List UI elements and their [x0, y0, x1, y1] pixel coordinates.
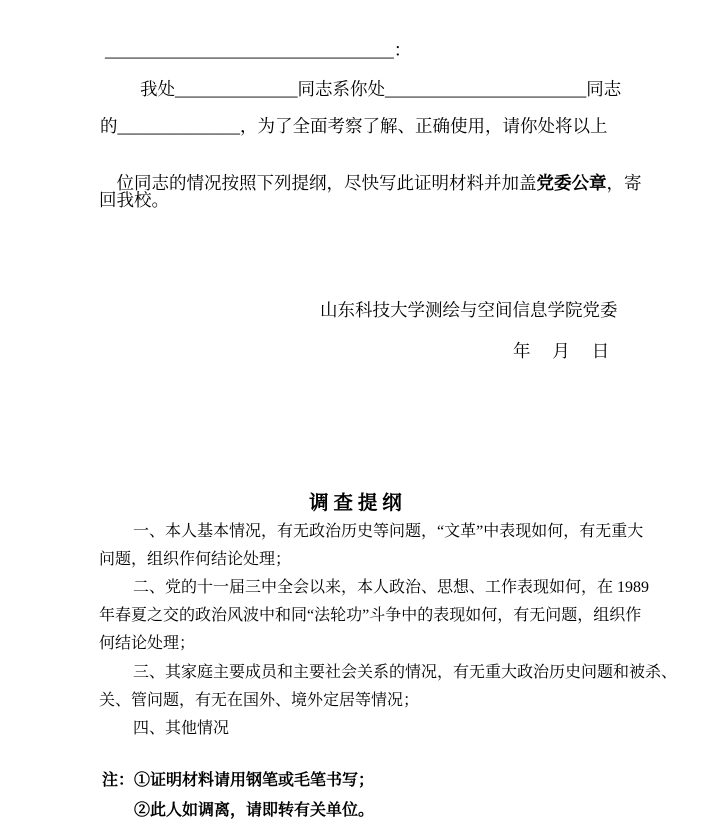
letter-body-line-3: [99, 153, 642, 213]
outline-line-2: 问题，组织作何结论处理；: [99, 551, 292, 568]
letter-body-line-4: 回我校。: [99, 190, 169, 210]
letter-body-line-1: 我处______________同志系你处_______________________同志: [140, 79, 622, 99]
outline-line-6: 三、其家庭主要成员和主要社会关系的情况，有无重大政治历史问题和被杀、: [133, 664, 678, 681]
outline-line-7: 关、管问题，有无在国外、境外定居等情况；: [99, 692, 420, 709]
salutation-line: _________________________________：: [105, 40, 412, 60]
notes-line-1: 注：①证明材料请用钢笔或毛笔书写；: [102, 772, 375, 789]
date-line: 年 月 日: [513, 341, 610, 361]
outline-line-4: 年春夏之交的政治风波中和同“法轮功”斗争中的表现如何，有无问题，组织作: [99, 607, 642, 624]
signature-line: 山东科技大学测绘与空间信息学院党委: [320, 300, 618, 320]
outline-title: 调 查 提 纲: [309, 493, 402, 514]
party-seal-emphasis: 党委公章: [536, 173, 607, 194]
letter-line-3-tail: ，寄: [606, 173, 642, 194]
outline-line-8: 四、其他情况: [133, 720, 230, 737]
letter-body-line-2: 的______________，为了全面考察了解、正确使用，请你处将以上: [100, 116, 608, 136]
outline-line-5: 何结论处理；: [99, 635, 196, 652]
outline-line-3: 二、党的十一届三中全会以来，本人政治、思想、工作表现如何，在 1989: [133, 579, 650, 596]
outline-line-1: 一、本人基本情况，有无政治历史等问题，“文革”中表现如何，有无重大: [133, 523, 644, 540]
letter-line-3-text: 位同志的情况按照下列提纲，尽快写此证明材料并加盖: [116, 173, 537, 194]
notes-line-2: ②此人如调离，请即转有关单位。: [134, 802, 375, 819]
